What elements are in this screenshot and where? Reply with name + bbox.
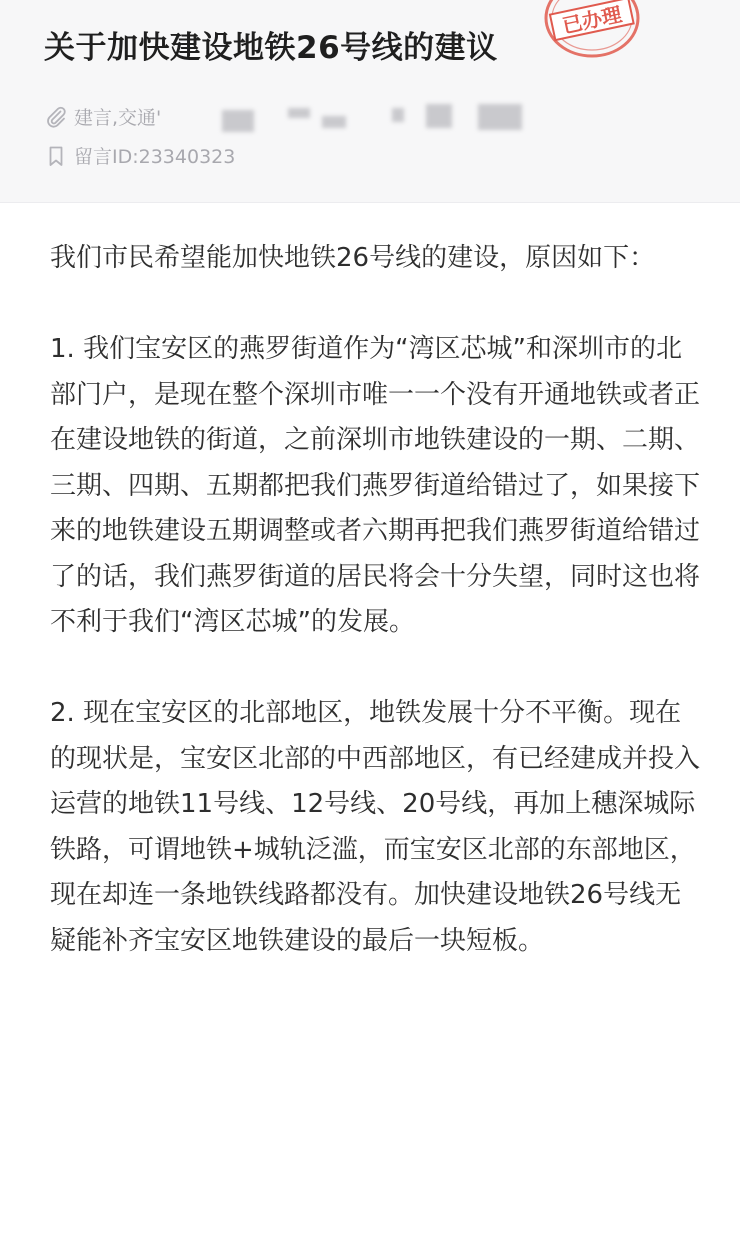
paragraph-spacer <box>50 282 700 328</box>
message-id-text: 留言ID:23340323 <box>74 146 236 168</box>
proposal-header <box>0 0 740 203</box>
tags-row <box>44 103 161 130</box>
intro-paragraph: 我们市民希望能加快地铁26号线的建设，原因如下： <box>50 243 656 273</box>
tags-text: 建言,交通' <box>74 107 162 129</box>
paperclip-icon <box>44 105 68 129</box>
paragraph-spacer <box>50 646 700 692</box>
redacted-block <box>426 104 452 128</box>
redacted-block <box>478 104 522 130</box>
message-id-row <box>44 142 235 169</box>
point-2-paragraph: 2. 现在宝安区的北部地区，地铁发展十分不平衡。现在的现状是，宝安区北部的中西部地区，有已经建成并投入运营的地铁11号线、12号线、20号线，再加上穗深城际铁路，可谓地铁+城轨泛滥，而宝安区北部的东部地区，现在却连一条地铁线路都没有。加快建设地铁26号线无疑能补齐宝安区地铁建设的最后一块短板。 <box>50 698 701 956</box>
redacted-block <box>288 108 310 118</box>
page-title: 关于加快建设地铁26号线的建议 <box>44 30 498 66</box>
bookmark-icon <box>44 144 68 168</box>
processed-stamp <box>538 0 646 62</box>
point-1-paragraph: 1. 我们宝安区的燕罗街道作为“湾区芯城”和深圳市的北部门户，是现在整个深圳市唯一一个没有开通地铁或者正在建设地铁的街道，之前深圳市地铁建设的一期、二期、三期、四期、五期都把我们燕罗街道给错过了，如果接下来的地铁建设五期调整或者六期再把我们燕罗街道给错过了的话，我们燕罗街道的居民将会十分失望，同时这也将不利于我们“湾区芯城”的发展。 <box>50 334 701 637</box>
stamp-label: 已办理 <box>560 2 624 38</box>
proposal-body <box>50 236 700 964</box>
redacted-block <box>392 108 404 122</box>
redacted-block <box>222 110 254 132</box>
redacted-block <box>322 116 346 128</box>
